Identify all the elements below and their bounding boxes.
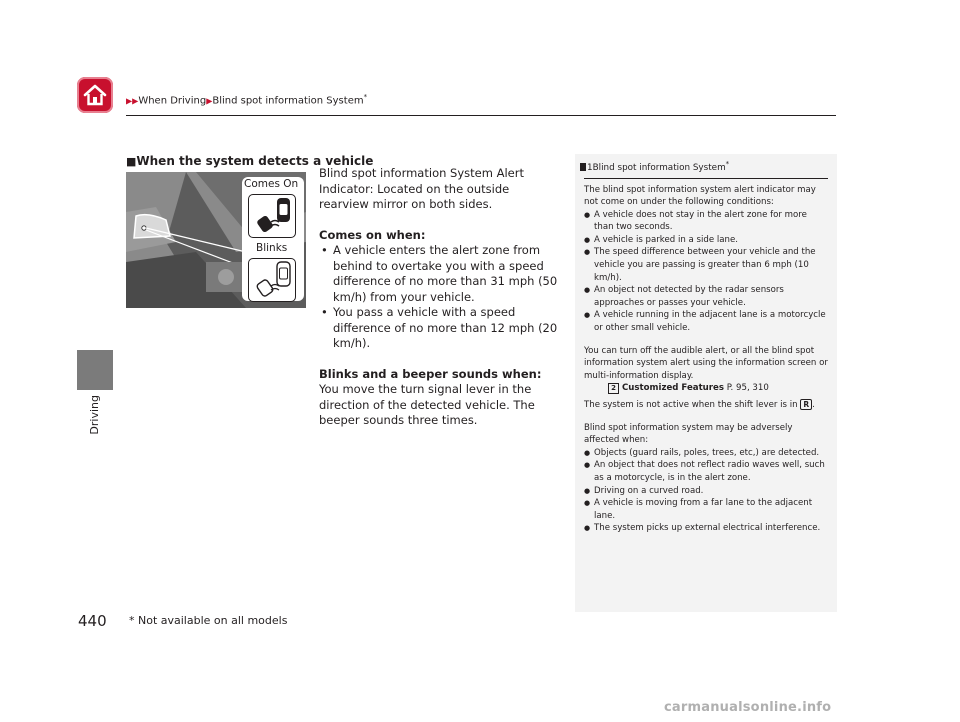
comes-on-heading: Comes on when: bbox=[319, 227, 426, 242]
list-item: ● The system picks up external electrical interference. bbox=[584, 522, 828, 535]
blind-spot-indicator-on-icon bbox=[249, 195, 295, 237]
home-icon bbox=[82, 83, 108, 107]
note-title-asterisk: * bbox=[725, 160, 730, 168]
xref-pages: P. 95, 310 bbox=[726, 383, 769, 394]
note-list-affected bbox=[584, 447, 828, 535]
blinks-paragraph: You move the turn signal lever in the direction of the detected vehicle. The beeper sounds three times. bbox=[319, 382, 535, 427]
footnote: * Not available on all models bbox=[129, 614, 288, 627]
shift-lever-text: The system is not active when the shift lever is in bbox=[584, 400, 798, 411]
note-title-text: Blind spot information System bbox=[592, 162, 726, 173]
note-list-conditions bbox=[584, 209, 828, 335]
breadcrumb-arrow-icon: ▶▶ bbox=[126, 96, 139, 106]
indicator-blink-panel bbox=[248, 258, 296, 302]
note-number: 1 bbox=[587, 162, 593, 173]
shift-lever-text-end: . bbox=[812, 400, 815, 411]
home-button[interactable] bbox=[77, 77, 113, 113]
breadcrumb-current[interactable]: Blind spot information System bbox=[212, 95, 364, 107]
page-number: 440 bbox=[78, 612, 107, 630]
note-marker-icon bbox=[580, 163, 586, 171]
breadcrumb bbox=[126, 93, 367, 106]
reverse-key-icon: R bbox=[800, 399, 812, 410]
blinks-heading: Blinks and a beeper sounds when: bbox=[319, 366, 542, 381]
list-item: ● An object not detected by the radar sensors approaches or passes your vehicle. bbox=[584, 284, 828, 309]
list-item: ● A vehicle is parked in a side lane. bbox=[584, 234, 828, 247]
mirror-indicator-illustration bbox=[126, 172, 306, 308]
chapter-tab-label[interactable]: Driving bbox=[88, 395, 101, 435]
cross-reference-link[interactable] bbox=[584, 382, 828, 395]
xref-label[interactable]: Customized Features bbox=[622, 383, 724, 394]
comes-on-list bbox=[319, 243, 561, 352]
note-paragraph: Blind spot information system may be adversely affected when: bbox=[584, 422, 793, 446]
list-item: ● The speed difference between your vehicle and the vehicle you are passing is greater than 6 mph (10 km/h). bbox=[584, 246, 828, 284]
heading-square-icon: ■ bbox=[126, 155, 137, 168]
breadcrumb-asterisk: * bbox=[363, 93, 368, 101]
list-item: ● A vehicle does not stay in the alert zone for more than two seconds. bbox=[584, 209, 828, 234]
main-text-column bbox=[319, 166, 561, 429]
watermark: carmanualsonline.info bbox=[664, 700, 832, 715]
list-item: ● A vehicle is moving from a far lane to the adjacent lane. bbox=[584, 497, 828, 522]
intro-paragraph: Blind spot information System Alert Indicator: Located on the outside rearview mirror on both sides. bbox=[319, 166, 524, 211]
xref-arrow-icon: 2 bbox=[608, 383, 619, 394]
list-item: ● Driving on a curved road. bbox=[584, 485, 828, 498]
header-divider bbox=[126, 115, 836, 116]
list-item: • A vehicle enters the alert zone from behind to overtake you with a speed difference of no more than 31 mph (50 km/h) from your vehicle. bbox=[319, 243, 561, 305]
note-paragraph bbox=[584, 399, 828, 412]
indicator-solid-panel bbox=[248, 194, 296, 238]
list-item: • You pass a vehicle with a speed difference of no more than 12 mph (20 km/h). bbox=[319, 305, 561, 352]
breadcrumb-parent-link[interactable]: When Driving bbox=[138, 95, 207, 107]
breadcrumb-arrow-icon: ▶ bbox=[206, 96, 213, 106]
sidebar-note bbox=[575, 154, 837, 612]
comes-on-label: Comes On bbox=[244, 178, 299, 190]
section-heading-text: When the system detects a vehicle bbox=[136, 154, 374, 168]
note-paragraph: The blind spot information system alert indicator may not come on under the following conditions: bbox=[584, 184, 816, 208]
list-item: ● An object that does not reflect radio waves well, such as a motorcycle, is in the alert zone. bbox=[584, 459, 828, 484]
list-item: ● A vehicle running in the adjacent lane is a motorcycle or other small vehicle. bbox=[584, 309, 828, 334]
blinks-label: Blinks bbox=[256, 242, 288, 254]
note-paragraph: You can turn off the audible alert, or all the blind spot information system alert using the information screen or multi-information display. bbox=[584, 345, 828, 381]
note-title bbox=[580, 158, 828, 175]
blind-spot-indicator-blink-icon bbox=[249, 259, 295, 301]
chapter-tab-marker bbox=[77, 350, 113, 390]
list-item: ● Objects (guard rails, poles, trees, etc,) are detected. bbox=[584, 447, 828, 460]
note-divider bbox=[584, 178, 828, 179]
